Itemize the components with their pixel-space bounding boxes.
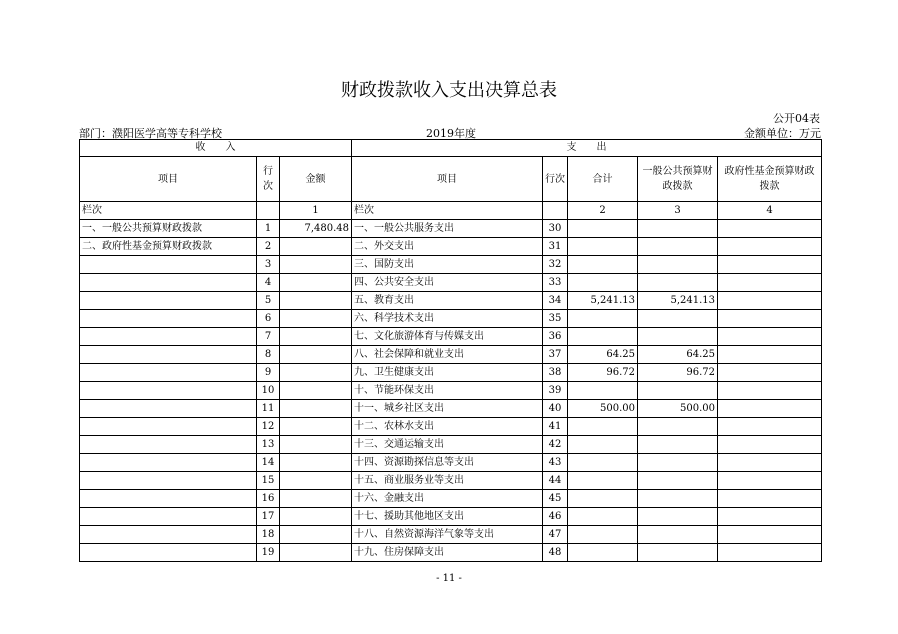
fund-budget-cell [718, 256, 822, 274]
table-row [80, 508, 822, 526]
expense-total-cell [568, 220, 638, 238]
expense-line-header: 行次 [543, 157, 568, 202]
table-row [80, 292, 822, 310]
income-item-cell: 一、一般公共预算财政拨款 [80, 220, 257, 238]
total-column-number: 2 [568, 202, 638, 220]
general-budget-cell [638, 544, 718, 562]
fund-budget-cell [718, 310, 822, 328]
expense-item-cell: 一、一般公共服务支出 [352, 220, 543, 238]
expense-total-cell [568, 382, 638, 400]
general-budget-cell [638, 472, 718, 490]
general-budget-cell [638, 238, 718, 256]
income-amount-cell [280, 526, 352, 544]
expense-line-cell: 33 [543, 274, 568, 292]
expense-total-cell: 500.00 [568, 400, 638, 418]
expense-line-cell: 42 [543, 436, 568, 454]
expense-item-cell: 十二、农林水支出 [352, 418, 543, 436]
table-row [80, 544, 822, 562]
general-budget-cell [638, 310, 718, 328]
table-row [80, 364, 822, 382]
income-amount-cell [280, 490, 352, 508]
amount-column-number: 1 [280, 202, 352, 220]
general-budget-cell [638, 490, 718, 508]
income-item-cell [80, 292, 257, 310]
income-amount-cell [280, 238, 352, 256]
expense-line-cell: 44 [543, 472, 568, 490]
fund-budget-cell [718, 382, 822, 400]
income-item-cell: 二、政府性基金预算财政拨款 [80, 238, 257, 256]
income-item-cell [80, 328, 257, 346]
income-item-cell [80, 400, 257, 418]
section-header-row [80, 140, 822, 157]
table-row [80, 382, 822, 400]
expense-line-cell: 36 [543, 328, 568, 346]
expense-item-cell: 十六、金融支出 [352, 490, 543, 508]
income-item-header: 项目 [80, 157, 257, 202]
expense-item-cell: 二、外交支出 [352, 238, 543, 256]
income-amount-cell [280, 400, 352, 418]
general-budget-cell [638, 526, 718, 544]
table-row [80, 256, 822, 274]
general-budget-cell [638, 274, 718, 292]
income-amount-cell [280, 472, 352, 490]
fund-budget-cell [718, 328, 822, 346]
expense-item-cell: 十七、援助其他地区支出 [352, 508, 543, 526]
expense-item-header: 项目 [352, 157, 543, 202]
expense-item-cell: 八、社会保障和就业支出 [352, 346, 543, 364]
expense-line-cell: 31 [543, 238, 568, 256]
income-amount-cell: 7,480.48 [280, 220, 352, 238]
expense-line-cell: 43 [543, 454, 568, 472]
expense-item-cell: 三、国防支出 [352, 256, 543, 274]
income-item-cell [80, 364, 257, 382]
fiscal-year: 2019年度 [426, 127, 476, 140]
total-header: 合计 [568, 157, 638, 202]
expense-item-cell: 十八、自然资源海洋气象等支出 [352, 526, 543, 544]
income-line-cell: 5 [257, 292, 280, 310]
income-item-cell [80, 490, 257, 508]
income-item-cell [80, 508, 257, 526]
expense-line-cell: 45 [543, 490, 568, 508]
fund-budget-cell [718, 454, 822, 472]
table-code: 公开04表 [773, 112, 820, 125]
expense-line-cell: 39 [543, 382, 568, 400]
general-budget-cell: 500.00 [638, 400, 718, 418]
expense-column-label: 栏次 [352, 202, 543, 220]
expense-total-cell: 96.72 [568, 364, 638, 382]
income-item-cell [80, 454, 257, 472]
expense-item-cell: 十五、商业服务业等支出 [352, 472, 543, 490]
fund-budget-cell [718, 418, 822, 436]
income-line-cell: 2 [257, 238, 280, 256]
expense-total-cell [568, 508, 638, 526]
expense-total-cell [568, 418, 638, 436]
income-line-cell: 18 [257, 526, 280, 544]
general-budget-cell: 96.72 [638, 364, 718, 382]
general-budget-cell: 64.25 [638, 346, 718, 364]
income-item-cell [80, 310, 257, 328]
income-item-cell [80, 256, 257, 274]
expense-total-cell [568, 328, 638, 346]
fund-budget-cell [718, 436, 822, 454]
fund-budget-cell [718, 292, 822, 310]
income-amount-cell [280, 310, 352, 328]
general-budget-cell [638, 220, 718, 238]
fund-budget-cell [718, 472, 822, 490]
expense-total-cell [568, 526, 638, 544]
expense-total-cell [568, 472, 638, 490]
income-item-cell [80, 274, 257, 292]
expense-item-cell: 九、卫生健康支出 [352, 364, 543, 382]
table-row [80, 400, 822, 418]
expense-line-cell: 48 [543, 544, 568, 562]
expense-total-cell [568, 274, 638, 292]
general-budget-cell [638, 256, 718, 274]
finance-summary-table [79, 139, 822, 562]
fund-budget-cell [718, 526, 822, 544]
expense-line-cell: 38 [543, 364, 568, 382]
table-row [80, 454, 822, 472]
income-amount-cell [280, 382, 352, 400]
table-row [80, 310, 822, 328]
expense-item-cell: 六、科学技术支出 [352, 310, 543, 328]
income-line-cell: 8 [257, 346, 280, 364]
general-budget-cell [638, 454, 718, 472]
table-row [80, 328, 822, 346]
fund-budget-cell [718, 490, 822, 508]
table-row [80, 220, 822, 238]
expense-total-cell [568, 256, 638, 274]
column-empty [257, 202, 280, 220]
income-line-cell: 7 [257, 328, 280, 346]
expense-line-cell: 34 [543, 292, 568, 310]
expense-total-cell [568, 436, 638, 454]
income-line-cell: 3 [257, 256, 280, 274]
column-header-row [80, 157, 822, 202]
expense-total-cell [568, 310, 638, 328]
income-item-cell [80, 382, 257, 400]
income-line-cell: 12 [257, 418, 280, 436]
report-title: 财政拨款收入支出决算总表 [341, 80, 557, 101]
table-row [80, 238, 822, 256]
expense-total-cell [568, 544, 638, 562]
income-line-cell: 9 [257, 364, 280, 382]
expense-total-cell [568, 238, 638, 256]
fund-budget-header: 政府性基金预算财政拨款 [718, 157, 822, 202]
general-budget-cell [638, 436, 718, 454]
general-budget-cell [638, 418, 718, 436]
general-budget-cell [638, 508, 718, 526]
table-row [80, 526, 822, 544]
fund-budget-cell [718, 364, 822, 382]
income-line-cell: 13 [257, 436, 280, 454]
income-line-cell: 10 [257, 382, 280, 400]
income-item-cell [80, 346, 257, 364]
expense-item-cell: 十三、交通运输支出 [352, 436, 543, 454]
income-item-cell [80, 526, 257, 544]
income-item-cell [80, 544, 257, 562]
income-line-cell: 19 [257, 544, 280, 562]
fund-budget-cell [718, 400, 822, 418]
income-amount-cell [280, 256, 352, 274]
income-line-cell: 11 [257, 400, 280, 418]
column-label: 栏次 [80, 202, 257, 220]
fund-budget-cell [718, 238, 822, 256]
general-budget-cell [638, 328, 718, 346]
income-amount-cell [280, 346, 352, 364]
expense-line-cell: 37 [543, 346, 568, 364]
expense-item-cell: 十一、城乡社区支出 [352, 400, 543, 418]
income-amount-cell [280, 274, 352, 292]
fund-budget-cell [718, 274, 822, 292]
income-line-cell: 14 [257, 454, 280, 472]
column-number-row [80, 202, 822, 220]
expense-total-cell [568, 454, 638, 472]
general-budget-header: 一般公共预算财政拨款 [638, 157, 718, 202]
income-amount-cell [280, 328, 352, 346]
expense-item-cell: 七、文化旅游体育与传媒支出 [352, 328, 543, 346]
expense-line-cell: 46 [543, 508, 568, 526]
income-line-cell: 16 [257, 490, 280, 508]
income-amount-cell [280, 544, 352, 562]
income-line-cell: 1 [257, 220, 280, 238]
income-amount-cell [280, 436, 352, 454]
fund-budget-cell [718, 508, 822, 526]
table-row [80, 346, 822, 364]
amount-unit: 金额单位：万元 [744, 127, 821, 140]
expense-total-cell: 64.25 [568, 346, 638, 364]
general-budget-cell: 5,241.13 [638, 292, 718, 310]
income-amount-cell [280, 364, 352, 382]
income-section-header: 收 入 [80, 140, 352, 157]
amount-header: 金额 [280, 157, 352, 202]
fund-column-number: 4 [718, 202, 822, 220]
income-line-cell: 15 [257, 472, 280, 490]
expense-line-cell: 30 [543, 220, 568, 238]
income-item-cell [80, 472, 257, 490]
table-row [80, 274, 822, 292]
expense-item-cell: 十、节能环保支出 [352, 382, 543, 400]
report-meta [79, 125, 821, 139]
income-amount-cell [280, 454, 352, 472]
page-number: - 11 - [436, 573, 462, 584]
table-row [80, 436, 822, 454]
expense-item-cell: 十四、资源勘探信息等支出 [352, 454, 543, 472]
income-amount-cell [280, 418, 352, 436]
expense-item-cell: 五、教育支出 [352, 292, 543, 310]
expense-line-cell: 32 [543, 256, 568, 274]
income-amount-cell [280, 292, 352, 310]
expense-item-cell: 四、公共安全支出 [352, 274, 543, 292]
expense-total-cell: 5,241.13 [568, 292, 638, 310]
fund-budget-cell [718, 346, 822, 364]
expense-line-cell: 40 [543, 400, 568, 418]
expense-line-cell: 35 [543, 310, 568, 328]
expense-line-cell: 47 [543, 526, 568, 544]
fund-budget-cell [718, 220, 822, 238]
income-item-cell [80, 436, 257, 454]
income-line-header: 行次 [257, 157, 280, 202]
expense-line-cell: 41 [543, 418, 568, 436]
expense-total-cell [568, 490, 638, 508]
expense-section-header: 支 出 [352, 140, 822, 157]
department-label: 部门：濮阳医学高等专科学校 [79, 127, 222, 140]
income-line-cell: 4 [257, 274, 280, 292]
expense-item-cell: 十九、住房保障支出 [352, 544, 543, 562]
table-row [80, 418, 822, 436]
income-amount-cell [280, 508, 352, 526]
general-budget-cell [638, 382, 718, 400]
income-line-cell: 6 [257, 310, 280, 328]
column-empty [543, 202, 568, 220]
fund-budget-cell [718, 544, 822, 562]
general-column-number: 3 [638, 202, 718, 220]
income-line-cell: 17 [257, 508, 280, 526]
table-row [80, 490, 822, 508]
income-item-cell [80, 418, 257, 436]
table-row [80, 472, 822, 490]
